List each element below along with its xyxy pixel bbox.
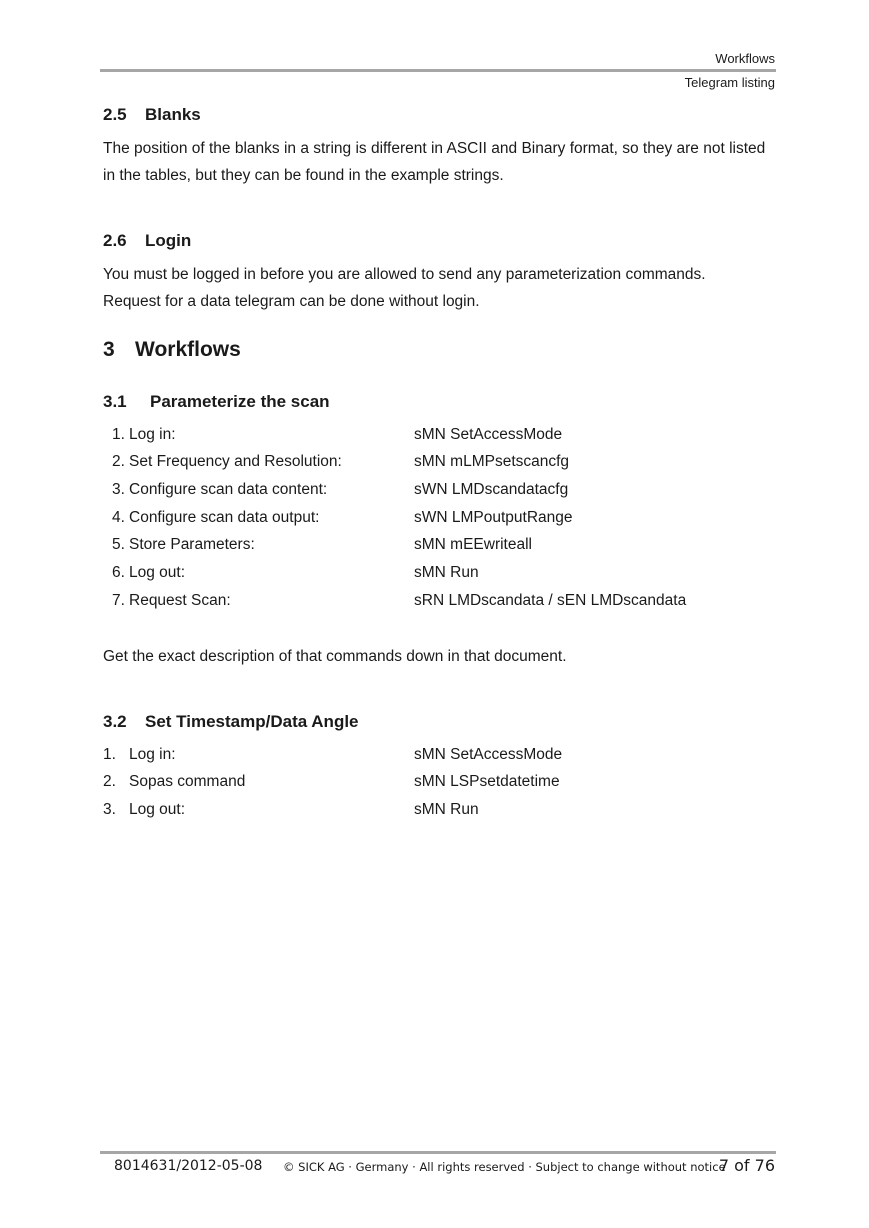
workflow-step <box>103 746 783 768</box>
header-subtitle: Telegram listing <box>684 75 775 90</box>
step-command: sRN LMDscandata / sEN LMDscandata <box>414 592 687 609</box>
workflow-step <box>103 426 783 448</box>
workflow-step <box>103 453 783 475</box>
workflow-step <box>103 536 783 558</box>
step-number: 4. <box>112 509 125 526</box>
step-number: 3. <box>112 481 125 498</box>
step-label: Store Parameters: <box>129 536 255 553</box>
workflow-step <box>103 773 783 795</box>
workflow-step <box>103 564 783 586</box>
section-2-6-body <box>103 261 773 315</box>
step-number: 7. <box>112 592 125 609</box>
section-title: Blanks <box>145 105 201 124</box>
header-rule <box>100 69 776 72</box>
section-2-6-heading <box>103 231 191 251</box>
chapter-title: Workflows <box>135 338 241 361</box>
section-number: 3.2 <box>103 712 127 731</box>
step-label: Log out: <box>129 801 186 818</box>
step-command: sMN mEEwriteall <box>414 536 532 553</box>
footer-rule <box>100 1151 776 1154</box>
step-command: sMN SetAccessMode <box>414 426 563 443</box>
step-number: 2. <box>103 773 116 790</box>
step-command: sMN Run <box>414 564 479 581</box>
header-chapter: Workflows <box>715 51 775 66</box>
section-title: Login <box>145 231 192 250</box>
section-2-5-heading <box>103 105 201 125</box>
workflow-step <box>103 592 783 614</box>
section-number: 2.6 <box>103 231 127 250</box>
step-command: sWN LMDscandatacfg <box>414 481 569 498</box>
step-number: 1. <box>112 426 125 443</box>
step-label: Sopas command <box>129 773 246 790</box>
step-label: Configure scan data output: <box>129 509 320 526</box>
step-number: 3. <box>103 801 116 818</box>
section-number: 3.1 <box>103 392 127 411</box>
workflow-step <box>103 801 783 823</box>
step-label: Set Frequency and Resolution: <box>129 453 342 470</box>
step-command: sMN SetAccessMode <box>414 746 563 763</box>
body-line: Request for a data telegram can be done without login. <box>103 293 480 310</box>
section-3-1-heading <box>103 392 330 412</box>
step-label: Configure scan data content: <box>129 481 328 498</box>
step-command: sMN LSPsetdatetime <box>414 773 560 790</box>
step-number: 6. <box>112 564 125 581</box>
chapter-3-heading <box>103 338 241 362</box>
section-2-5-body: The position of the blanks in a string is different in ASCII and Binary format, so they are not listed in the tables, but they can be found in the example strings. <box>103 140 766 184</box>
section-title: Parameterize the scan <box>150 392 330 411</box>
section-number: 2.5 <box>103 105 127 124</box>
step-command: sMN mLMPsetscancfg <box>414 453 570 470</box>
body-line: You must be logged in before you are allowed to send any parameterization commands. <box>103 266 706 283</box>
section-3-1-note: Get the exact description of that commands down in that document. <box>103 648 567 665</box>
step-number: 2. <box>112 453 125 470</box>
step-command: sWN LMPoutputRange <box>414 509 573 526</box>
step-label: Log in: <box>129 426 176 443</box>
footer-doc-id: 8014631/2012-05-08 <box>114 1158 263 1174</box>
step-command: sMN Run <box>414 801 479 818</box>
workflow-step <box>103 481 783 503</box>
chapter-number: 3 <box>103 338 115 361</box>
step-label: Log out: <box>129 564 186 581</box>
step-number: 5. <box>112 536 125 553</box>
step-label: Log in: <box>129 746 176 763</box>
footer-page-number: 7 of 76 <box>718 1156 775 1175</box>
step-label: Request Scan: <box>129 592 231 609</box>
workflow-step <box>103 509 783 531</box>
footer-copyright: © SICK AG · Germany · All rights reserved · Subject to change without notice <box>283 1160 726 1174</box>
section-title: Set Timestamp/Data Angle <box>145 712 359 731</box>
step-number: 1. <box>103 746 116 763</box>
section-3-2-heading <box>103 712 359 732</box>
